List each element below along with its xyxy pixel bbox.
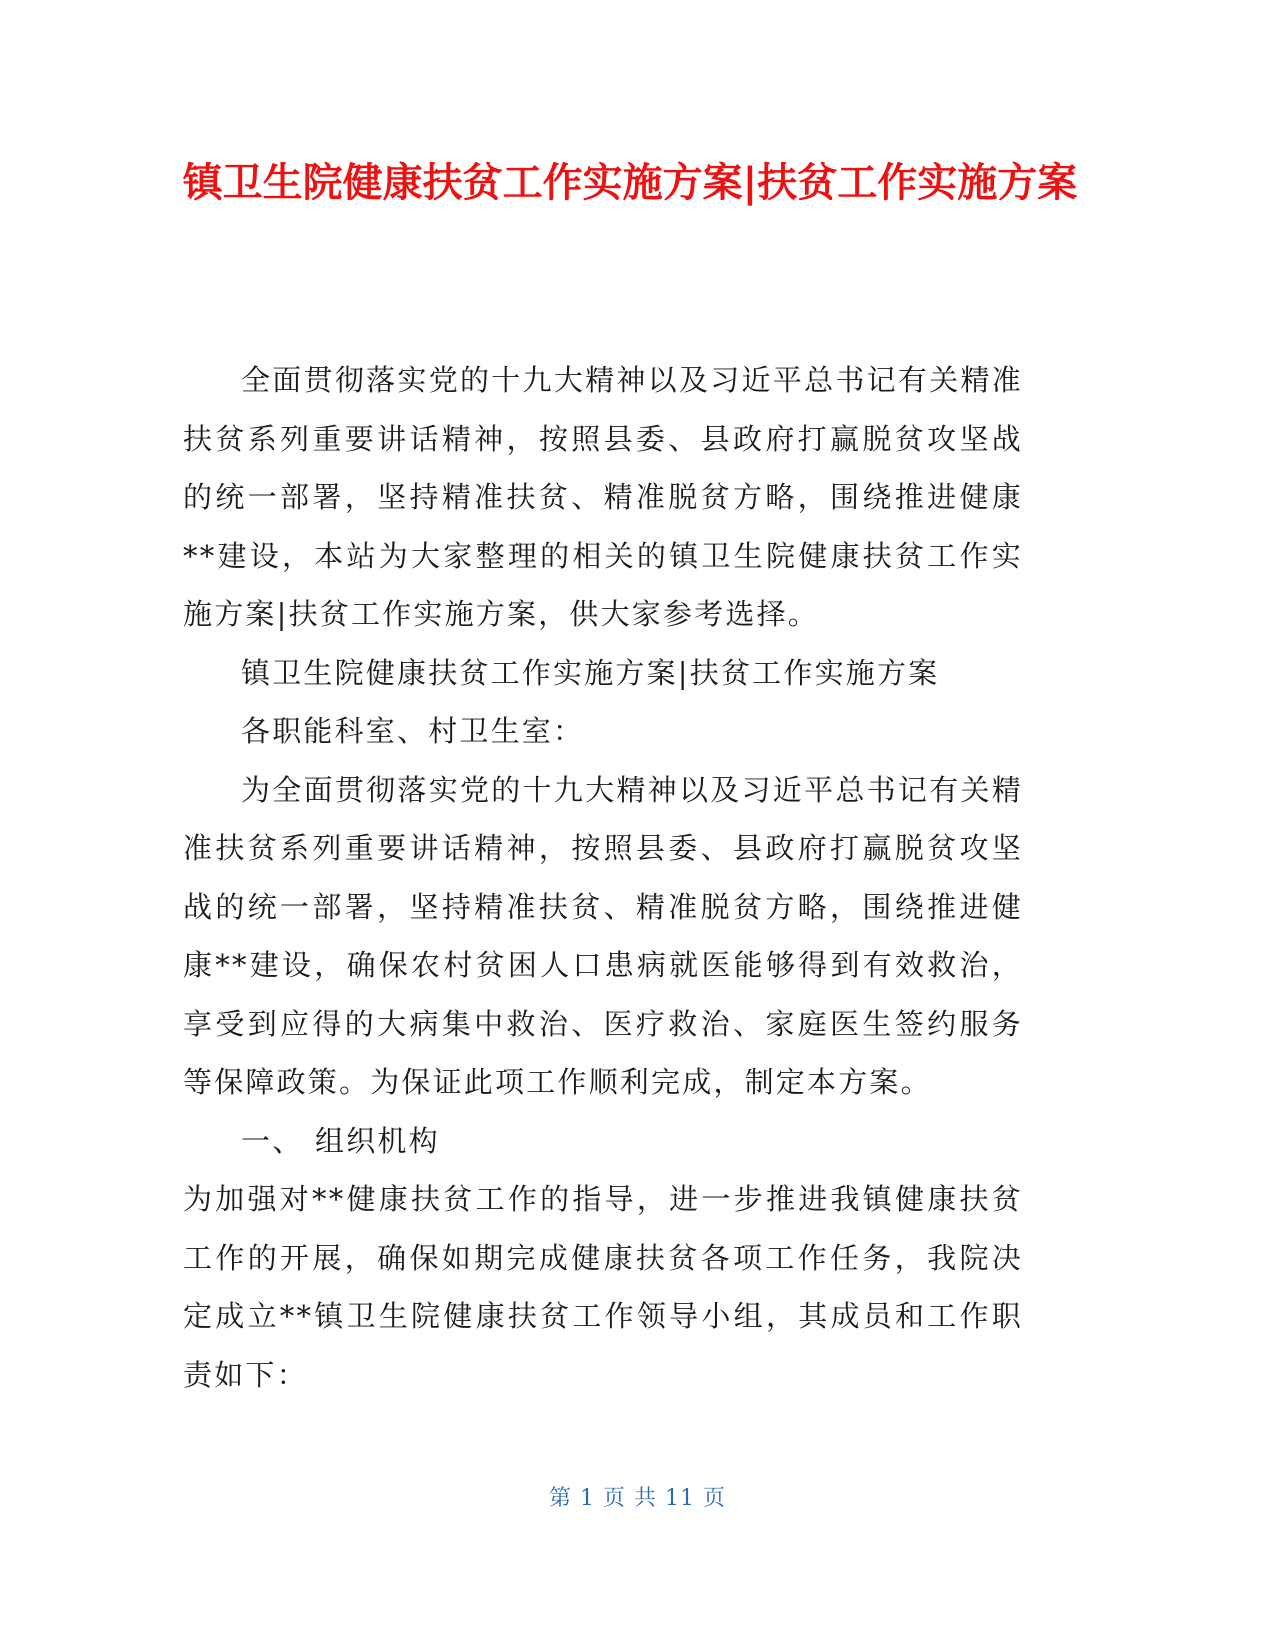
section-paragraph: 为加强对**健康扶贫工作的指导，进一步推进我镇健康扶贫工作的开展，确保如期完成健康扶贫各项工作任务，我院决定成立**镇卫生院健康扶贫工作领导小组，其成员和工作职责如下： <box>183 1182 1023 1392</box>
section-heading-text: 组织机构 <box>315 1123 440 1158</box>
section-heading <box>183 1112 1023 1171</box>
footer-suffix: 页 <box>703 1486 727 1511</box>
salutation-paragraph: 各职能科室、村卫生室： <box>241 714 585 748</box>
footer-current-page: 1 <box>580 1486 595 1511</box>
purpose-paragraph: 为全面贯彻落实党的十九大精神以及习近平总书记有关精准扶贫系列重要讲话精神，按照县委、县政府打赢脱贫攻坚战的统一部署，坚持精准扶贫、精准脱贫方略，围绕推进健康**建设，确保农村贫困人口患病就医能够得到有效救治，享受到应得的大病集中救治、医疗救治、家庭医生签约服务等保障政策。为保证此项工作顺利完成，制定本方案。 <box>183 772 1023 1099</box>
footer-mid: 页 共 <box>603 1486 657 1511</box>
footer-total-pages: 11 <box>665 1486 695 1511</box>
section-number: 一、 <box>241 1123 304 1158</box>
intro-paragraph: 全面贯彻落实党的十九大精神以及习近平总书记有关精准扶贫系列重要讲话精神，按照县委、县政府打赢脱贫攻坚战的统一部署，坚持精准扶贫、精准脱贫方略，围绕推进健康**建设，本站为大家整理的相关的镇卫生院健康扶贫工作实施方案|扶贫工作实施方案，供大家参考选择。 <box>183 363 1023 631</box>
subtitle-paragraph: 镇卫生院健康扶贫工作实施方案|扶贫工作实施方案 <box>241 655 940 690</box>
document-body <box>183 351 1023 1404</box>
document-title: 镇卫生院健康扶贫工作实施方案|扶贫工作实施方案 <box>182 160 1078 206</box>
page-footer <box>0 1484 1275 1514</box>
footer-prefix: 第 <box>548 1486 572 1511</box>
